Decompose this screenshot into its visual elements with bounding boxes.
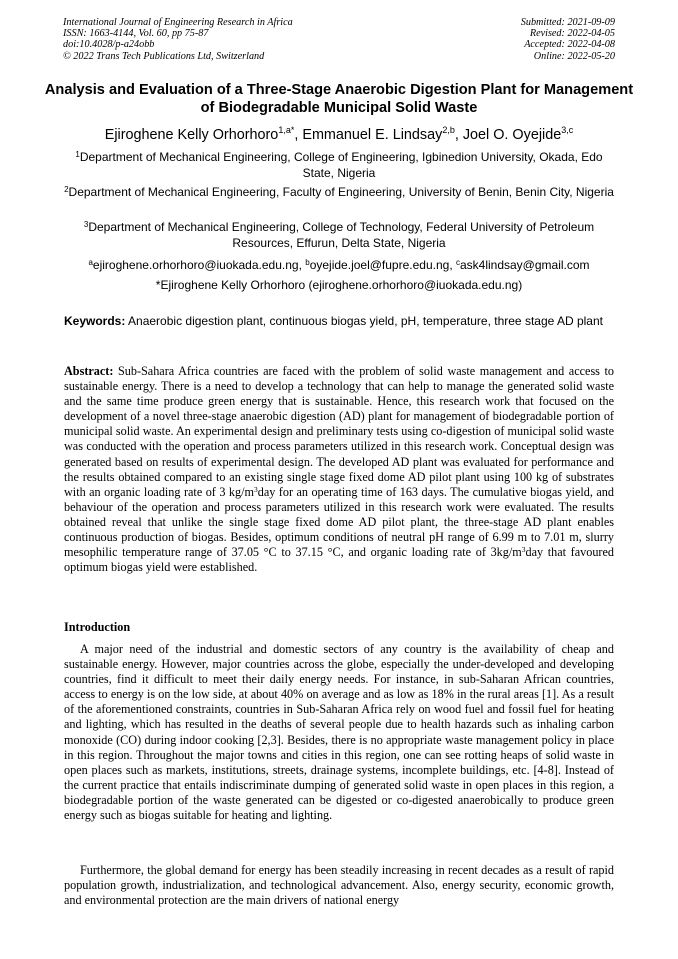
author-name: Ejiroghene Kelly Orhorhoro <box>104 127 279 143</box>
corresponding-author: *Ejiroghene Kelly Orhorhoro (ejiroghene.orhorhoro@iuokada.edu.ng) <box>155 278 523 292</box>
author-separator: , <box>294 127 303 143</box>
keywords-label: Keywords: <box>64 314 126 328</box>
email-superscript: b <box>305 258 310 267</box>
author-superscript: 2,b <box>442 125 455 135</box>
author-superscript: 3,c <box>561 125 574 135</box>
author-list <box>30 126 648 144</box>
affiliation-1 <box>62 150 616 181</box>
affiliation-text: Department of Mechanical Engineering, College of Engineering, Igbinedion University, Okada, Edo State, Nigeria <box>79 150 603 180</box>
journal-name: International Journal of Engineering Research in Africa <box>63 17 293 28</box>
email-text: oyejide.joel@fupre.edu.ng, <box>309 258 456 272</box>
affiliation-3 <box>62 220 616 251</box>
abstract <box>64 364 614 575</box>
affiliation-text: Department of Mechanical Engineering, Faculty of Engineering, University of Benin, Benin City, Nigeria <box>68 185 614 199</box>
submitted-date: Submitted: 2021-09-09 <box>520 17 615 28</box>
abstract-label: Abstract: <box>64 364 114 378</box>
body-paragraph: A major need of the industrial and domestic sectors of any country is the availability of cheap and sustainable energy. However, major countries across the globe, especially the under-developed and developing countries, find it difficult to meet their daily energy needs. For instance, in sub-Saharan African countries, access to energy is on the low side, at about 40% on average and as low as 18% in the rural areas [1]. As a result of the aforementioned constraints, countries in Sub-Saharan Africa rely on wood fuel and fossil fuel for heating and lighting, which has resulted in the deaths of several people due to health hazards such as inhaling carbon monoxide (CO) during indoor cooking [2,3]. Besides, there is no appropriate waste management policy in place in this region. Throughout the major towns and cities in this region, one can see rotting heaps of solid waste in open places such as markets, institutions, streets, drainage systems, incomplete buildings, etc. [4-8]. Instead of the current practice that entails indiscriminate dumping of generated solid waste in open places in this region, a biodegradable portion of the waste generated can be digested or co-digested anaerobically to produce green energy such as biogas suitable for heating and lighting. <box>64 642 614 823</box>
author-name: Emmanuel E. Lindsay <box>302 127 443 143</box>
affiliation-number: 3 <box>83 220 89 229</box>
abstract-superscript: 3 <box>253 484 258 494</box>
email-text: ask4lindsay@gmail.com <box>459 258 590 272</box>
abstract-text: day that favoured optimum biogas yield were established. <box>64 545 614 575</box>
accepted-date: Accepted: 2022-04-08 <box>524 39 615 51</box>
paper-title: Analysis and Evaluation of a Three-Stage Anaerobic Digestion Plant for Management of Biodegradable Municipal Solid Waste <box>44 82 634 116</box>
email-list <box>40 258 638 273</box>
abstract-text: day for an operating time of 163 days. The cumulative biogas yield, and behaviour of the operation and process parameters utilized in this research work were evaluated. The results obtained reveal that unlike the single stage fixed dome AD pilot plant, the three-stage AD plant enables continuous production of biogas. Besides, optimum conditions of neutral pH range of 6.99 m to 7.01 m, slurry mesophilic temperature range of 37.05 °C to 37.15 °C, and organic loading rate of 3kg/m <box>64 484 614 560</box>
issn-volume: ISSN: 1663-4144, Vol. 60, pp 75-87 <box>63 28 209 40</box>
email-superscript: c <box>455 258 460 267</box>
copyright: © 2022 Trans Tech Publications Ltd, Switzerland <box>63 50 265 62</box>
email-text: ejiroghene.orhorhoro@iuokada.edu.ng, <box>92 258 306 272</box>
submission-dates <box>521 17 615 62</box>
section-heading-introduction: Introduction <box>64 620 131 634</box>
author-name: Joel O. Oyejide <box>462 127 562 143</box>
affiliation-number: 1 <box>75 150 80 159</box>
affiliation-text: Department of Mechanical Engineering, College of Technology, Federal University of Petroleum Resources, Effurun, Delta State, Nigeria <box>88 220 595 250</box>
keywords-text: Anaerobic digestion plant, continuous biogas yield, pH, temperature, three stage AD plant <box>125 314 603 328</box>
journal-info <box>63 17 293 62</box>
abstract-superscript: 3 <box>521 545 526 555</box>
body-paragraph: Furthermore, the global demand for energy has been steadily increasing in recent decades as a result of rapid population growth, industrialization, and technological advancement. Also, energy security, economic growth, and environmental protection are the main drivers of national energy <box>64 863 614 908</box>
abstract-text: Sub-Sahara Africa countries are faced with the problem of solid waste management and access to sustainable energy. There is a need to develop a technology that can help to manage the generated solid waste and the same time produce green energy that is sustainable. Hence, this research work that focused on the development of a novel three-stage anaerobic digestion (AD) plant for management of biodegradable portion of municipal solid waste. An experimental design and preliminary tests using co-digestion of municipal solid waste was conducted with the operation and process parameters utilized in this research work. Conceptual design was generated based on results of experimental design. The developed AD plant was evaluated for performance and the results obtained compared to an existing single stage fixed dome AD pilot plant using 100 kg of substrates with an organic loading rate of 3 kg/m <box>64 364 614 499</box>
affiliation-number: 2 <box>64 185 69 194</box>
online-date: Online: 2022-05-20 <box>533 50 615 62</box>
affiliation-2 <box>62 185 616 201</box>
author-superscript: 1,a* <box>278 125 295 135</box>
keywords <box>64 314 614 330</box>
author-separator: , <box>454 127 463 143</box>
doi: doi:10.4028/p-a24obb <box>63 39 155 51</box>
revised-date: Revised: 2022-04-05 <box>529 28 615 40</box>
email-superscript: a <box>88 258 93 267</box>
